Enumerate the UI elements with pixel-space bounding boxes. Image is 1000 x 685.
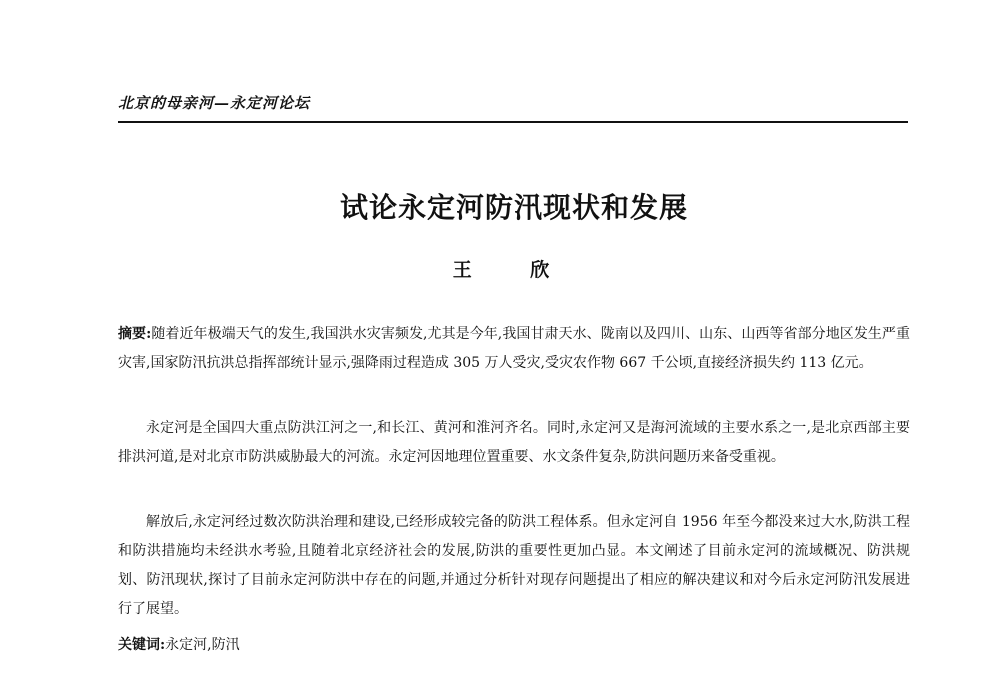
abstract-label: 摘要: (118, 326, 152, 342)
article-title: 试论永定河防汛现状和发展 (339, 191, 688, 224)
body-paragraph-2: 解放后,永定河经过数次防洪治理和建设,已经形成较完备的防洪工程体系。但永定河自 1956 年至今都没来过大水,防洪工程和防洪措施均未经洪水考验,且随着北京经济社会的发展,防洪的重要性更加凸显。本文阐述了目前永定河的流域概况、防洪规划、防汛现状,探讨了目前永定河防洪中存在的问题,并通过分析针对现存问题提出了相应的解决建议和对今后永定河防汛发展进行了展望。 (118, 514, 910, 617)
keywords-section (118, 631, 910, 660)
header-divider (118, 121, 908, 123)
keywords-text: 永定河,防汛 (165, 637, 240, 653)
running-header: 北京的母亲河—永定河论坛 (118, 94, 311, 112)
abstract-text: 随着近年极端天气的发生,我国洪水灾害频发,尤其是今年,我国甘肃天水、陇南以及四川、山东、山西等省部分地区发生严重灾害,国家防汛抗洪总指挥部统计显示,强降雨过程造成 305 万人受灾,受灾农作物 667 千公顷,直接经济损失约 113 亿元。 (118, 326, 910, 371)
body-paragraph-1: 永定河是全国四大重点防洪江河之一,和长江、黄河和淮河齐名。同时,永定河又是海河流域的主要水系之一,是北京西部主要排洪河道,是对北京市防洪威胁最大的河流。永定河因地理位置重要、水文条件复杂,防洪问题历来备受重视。 (118, 420, 910, 465)
keywords-label: 关键词: (118, 637, 166, 653)
article-author: 王 欣 (452, 259, 576, 281)
abstract-section (118, 320, 910, 378)
